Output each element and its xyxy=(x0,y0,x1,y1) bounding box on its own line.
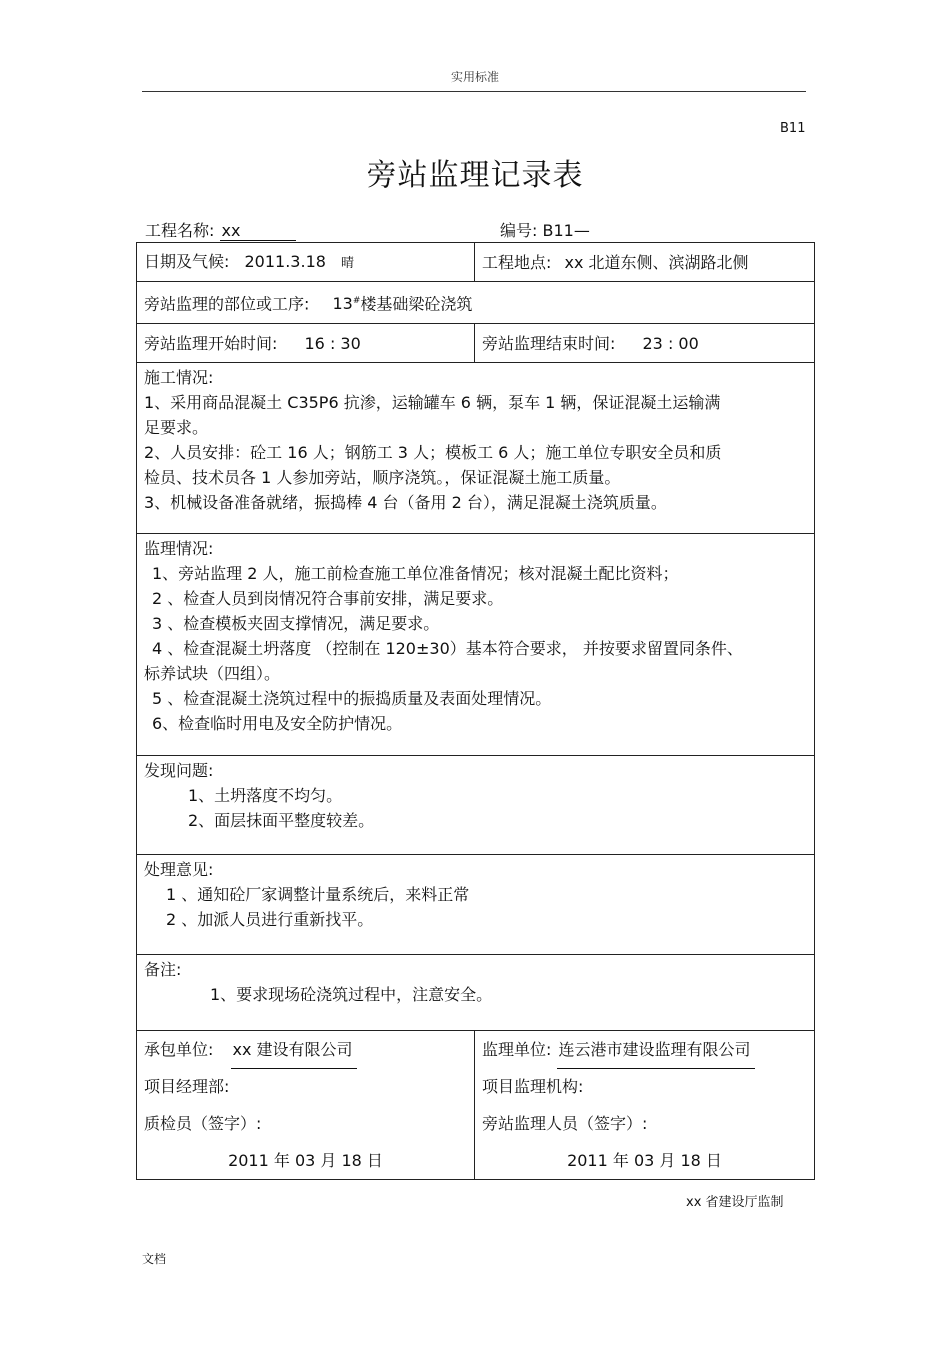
row-remarks xyxy=(137,955,815,1031)
contractor-date: 2011 年 03 月 18 日 xyxy=(228,1151,383,1170)
contractor-unit-value: xx 建设有限公司 xyxy=(231,1031,357,1069)
inspector-signature-label: 质检员（签字）: xyxy=(144,1114,262,1133)
end-time-cell xyxy=(475,324,815,363)
remarks-section xyxy=(137,955,815,1031)
construction-line: 足要求。 xyxy=(144,418,209,437)
location-value: xx 北道东侧、滨湖路北侧 xyxy=(564,252,749,272)
part-value-sup: # xyxy=(352,295,361,306)
part-value-text: 楼基础梁砼浇筑 xyxy=(360,294,473,314)
start-time-value: 16 : 30 xyxy=(304,333,361,353)
opinions-section xyxy=(137,855,815,955)
problem-line: 1、土坍落度不均匀。 xyxy=(188,786,343,805)
location-cell xyxy=(475,243,815,282)
supervision-heading: 监理情况: xyxy=(144,539,214,558)
header-divider xyxy=(142,91,806,92)
project-name-value: xx xyxy=(220,221,296,241)
row-construction xyxy=(137,363,815,534)
opinion-line: 2 、加派人员进行重新找平。 xyxy=(166,910,374,929)
supervisor-unit xyxy=(482,1031,807,1068)
part-cell xyxy=(137,282,815,324)
remark-line: 1、要求现场砼浇筑过程中，注意安全。 xyxy=(210,985,493,1004)
row-times xyxy=(137,324,815,363)
row-problems xyxy=(137,756,815,855)
opinions-heading: 处理意见: xyxy=(144,860,214,879)
construction-heading: 施工情况: xyxy=(144,368,214,387)
number-label: 编号: xyxy=(500,221,538,240)
supervisor-unit-label: 监理单位: xyxy=(482,1040,552,1059)
construction-section xyxy=(137,363,815,534)
start-time-cell xyxy=(137,324,475,363)
contractor-unit-label: 承包单位: xyxy=(144,1040,214,1059)
date-weather-label: 日期及气候: xyxy=(144,251,230,271)
contractor-unit xyxy=(144,1031,467,1068)
page-header: 实用标准 xyxy=(450,70,499,84)
project-name xyxy=(145,218,296,241)
row-signatures xyxy=(137,1031,815,1180)
number-value: B11— xyxy=(542,221,590,240)
supervision-line: 标养试块（四组）。 xyxy=(144,664,281,683)
record-table xyxy=(136,242,815,1180)
date-value: 2011.3.18 xyxy=(244,251,326,271)
supervision-line: 1、旁站监理 2 人，施工前检查施工单位准备情况；核对混凝土配比资料； xyxy=(152,564,679,583)
project-name-label: 工程名称: xyxy=(145,221,215,240)
contractor-dept-label: 项目经理部: xyxy=(144,1077,230,1096)
supervisor-unit-value: 连云港市建设监理有限公司 xyxy=(557,1031,755,1069)
supervision-line: 3 、检查模板夹固支撑情况，满足要求。 xyxy=(152,614,440,633)
construction-line: 检员、技术员各 1 人参加旁站，顺序浇筑。，保证混凝土施工质量。 xyxy=(144,468,621,487)
date-weather-cell xyxy=(137,243,475,282)
construction-line: 2、人员安排：砼工 16 人；钢筋工 3 人；模板工 6 人；施工单位专职安全员和质 xyxy=(144,443,722,462)
supervisor-signature-label: 旁站监理人员（签字）: xyxy=(482,1114,648,1133)
opinion-line: 1 、通知砼厂家调整计量系统后，来料正常 xyxy=(166,885,470,904)
row-supervision xyxy=(137,534,815,756)
problems-heading: 发现问题: xyxy=(144,761,214,780)
end-time-label: 旁站监理结束时间: xyxy=(482,333,616,353)
row-date-location xyxy=(137,243,815,282)
part-value-num: 13 xyxy=(332,294,353,314)
form-number xyxy=(500,218,590,241)
problems-section xyxy=(137,756,815,855)
end-time-value: 23 : 00 xyxy=(642,333,699,353)
part-label: 旁站监理的部位或工序: xyxy=(144,294,310,314)
page-title: 旁站监理记录表 xyxy=(366,158,584,193)
supervision-section xyxy=(137,534,815,756)
supervision-line: 6、检查临时用电及安全防护情况。 xyxy=(152,714,403,733)
supervision-line: 2 、检查人员到岗情况符合事前安排，满足要求。 xyxy=(152,589,504,608)
weather-value: 晴 xyxy=(341,255,355,271)
supervisor-org-label: 项目监理机构: xyxy=(482,1077,584,1096)
footer-doc-label: 文档 xyxy=(142,1252,167,1266)
supervisor-date: 2011 年 03 月 18 日 xyxy=(567,1151,722,1170)
contractor-cell xyxy=(137,1031,475,1180)
form-code: B11 xyxy=(780,121,806,136)
supervision-line: 5 、检查混凝土浇筑过程中的振捣质量及表面处理情况。 xyxy=(152,689,552,708)
supervisor-cell xyxy=(475,1031,815,1180)
location-label: 工程地点: xyxy=(482,252,552,272)
construction-line: 3、机械设备准备就绪，振捣棒 4 台（备用 2 台），满足混凝土浇筑质量。 xyxy=(144,493,667,512)
start-time-label: 旁站监理开始时间: xyxy=(144,333,278,353)
footer-note: xx 省建设厅监制 xyxy=(686,1195,784,1210)
problem-line: 2、面层抹面平整度较差。 xyxy=(188,811,375,830)
row-part xyxy=(137,282,815,324)
supervision-line: 4 、检查混凝土坍落度 （控制在 120±30）基本符合要求， 并按要求留置同条件、 xyxy=(152,639,743,658)
construction-line: 1、采用商品混凝土 C35P6 抗渗，运输罐车 6 辆，泵车 1 辆，保证混凝土运输满 xyxy=(144,393,721,412)
remarks-heading: 备注: xyxy=(144,960,182,979)
row-opinions xyxy=(137,855,815,955)
